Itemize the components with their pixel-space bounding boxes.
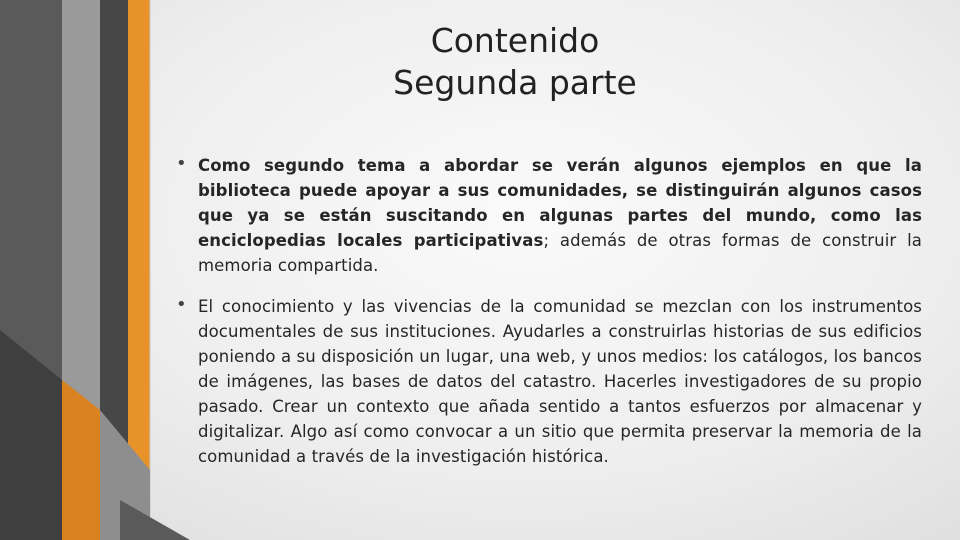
bullet-marker: • bbox=[176, 294, 187, 315]
bullet-1-bold-text: Como segundo tema a abordar se verán algunos ejemplos en que la biblioteca puede apoyar a sus comunidades, se distinguirán algunos casos que ya se están suscitando en algunas partes del mundo, como las enciclopedias locales participativas bbox=[198, 156, 922, 250]
slide-title bbox=[320, 20, 710, 104]
slide-title-line-2: Segunda parte bbox=[393, 63, 637, 102]
bullet-item-1 bbox=[176, 153, 922, 278]
bullet-item-2 bbox=[176, 294, 922, 469]
bullet-list bbox=[176, 153, 922, 469]
bullet-2-text: El conocimiento y las vivencias de la comunidad se mezclan con los instrumentos documentales de sus instituciones. Ayudarles a construirlas historias de sus edificios poniendo a su disposición un lugar, una web, y unos medios: los catálogos, los bancos de imágenes, las bases de datos del catastro. Hacerles investigadores de su propio pasado. Crear un contexto que añada sentido a tantos esfuerzos por almacenar y digitalizar. Algo así como convocar a un sitio que permita preservar la memoria de la comunidad a través de la investigación histórica. bbox=[198, 297, 922, 466]
stripe-angled-bottom bbox=[120, 500, 190, 540]
bullet-marker: • bbox=[176, 153, 187, 174]
slide-title-line-1: Contenido bbox=[430, 21, 600, 60]
bullet-1-text: ; además de otras formas de construir la memoria compartida. bbox=[198, 231, 922, 275]
